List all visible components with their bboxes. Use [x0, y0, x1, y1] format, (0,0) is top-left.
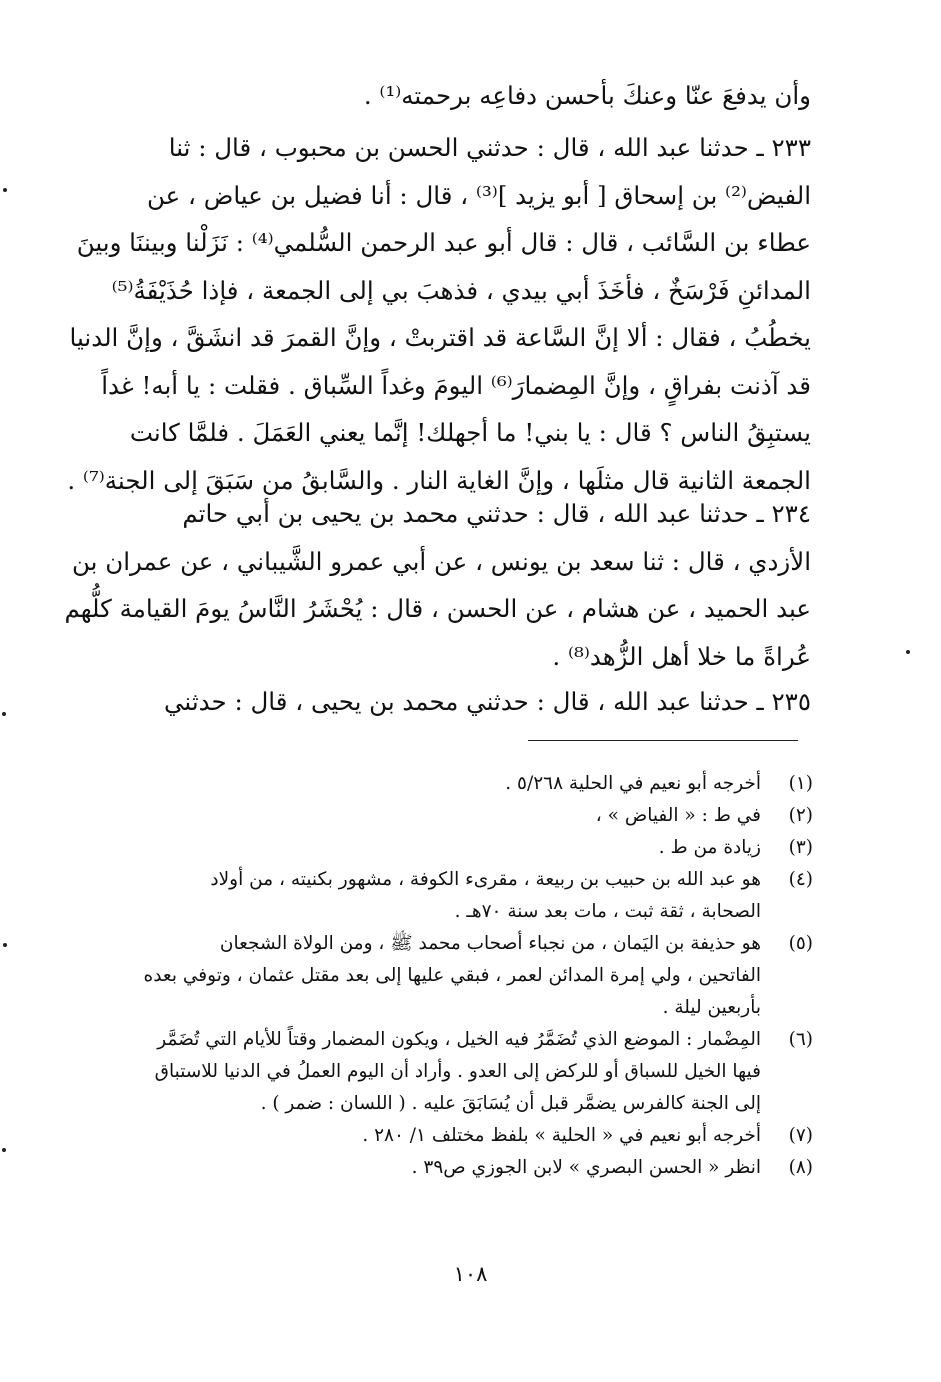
text-line: عطاء بن السَّائب ، قال : قال أبو عبد الرحمن السُّلمي⁽⁴⁾ : نَزَلْنا وبيننَا وبينَ	[76, 228, 811, 257]
footnote-number: (٦)	[788, 1029, 813, 1050]
footnote-text: زيادة من ط .	[658, 837, 761, 858]
footnote	[110, 1024, 813, 1120]
footnote	[110, 864, 813, 928]
text-line: ٢٣٤ ـ حدثنا عبد الله ، قال : حدثني محمد بن يحيى بن أبي حاتم	[182, 499, 811, 528]
footnote-text: هو حذيفة بن اليَمان ، من نجباء أصحاب محمد ﷺ ، ومن الولاة الشجعان	[219, 933, 761, 954]
footnote-text: في ط : « الفياض » ،	[595, 805, 761, 826]
text-line: يستبِقُ الناس ؟ قال : يا بني! ما أجهلك! إنَّما يعني العَمَلَ . فلمَّا كانت	[129, 418, 811, 447]
text-line: الفيض⁽²⁾ بن إسحاق [ أبو يزيد ]⁽³⁾ ، قال : أنا فضيل بن عياض ، عن	[146, 180, 811, 210]
footnote	[110, 832, 813, 864]
footnote-text: المِضْمار : الموضع الذي تُضَمَّرُ فيه الخيل ، ويكون المضمار وقتاً للأيام التي تُضَمَّر	[157, 1029, 761, 1050]
text-line: عبد الحميد ، عن هشام ، عن الحسن ، قال : يُحْشَرُ النَّاسُ يومَ القيامة كلُّهم	[64, 594, 811, 623]
text-line: ٢٣٣ ـ حدثنا عبد الله ، قال : حدثني الحسن بن محبوب ، قال : ثنا	[168, 133, 811, 162]
footnote	[110, 1152, 813, 1184]
narration-233	[67, 124, 811, 504]
text-line: المدائنِ فَرْسَخٌ ، فأخَذَ أبي بيدي ، فذهبَ بي إلى الجمعة ، فإذا حُذَيْفَةُ⁽⁵⁾	[111, 275, 811, 305]
scan-speck	[3, 188, 7, 192]
footnote-number: (٥)	[788, 933, 813, 954]
scan-speck	[906, 650, 910, 654]
opening-line	[105, 72, 811, 120]
footnote-text: الصحابة ، ثقة ثبت ، مات بعد سنة ٧٠هـ .	[454, 901, 761, 922]
text-line: قد آذنت بفراقٍ ، وإنَّ المِضمارَ⁽⁶⁾ اليومَ وغداً السِّباق . فقلت : يا أبه! غداً	[101, 370, 811, 400]
footnote-text: انظر « الحسن البصري » لابن الجوزي ص٣٩ .	[411, 1157, 761, 1178]
text-line: عُراةً ما خلا أهل الزُّهد⁽⁸⁾ .	[552, 641, 811, 671]
text-line: وأن يدفعَ عنّا وعنكَ بأحسن دفاعِه برحمته⁽¹⁾ .	[363, 81, 811, 110]
footnote	[110, 800, 813, 832]
footnote	[110, 928, 813, 1024]
footnote	[110, 1120, 813, 1152]
text-line: يخطُبُ ، فقال : ألا إنَّ السَّاعة قد اقتربتْ ، وإنَّ القمرَ قد انشَقَّ ، وإنَّ الدنيا	[69, 323, 811, 352]
footnote-number: (٤)	[788, 869, 813, 890]
footnote-text: هو عبد الله بن حبيب بن ربيعة ، مقرىء الكوفة ، مشهور بكنيته ، من أولاد	[210, 869, 761, 890]
footnote-number: (١)	[788, 773, 813, 794]
footnote-text: بأربعين ليلة .	[662, 997, 761, 1018]
text-line: الجمعة الثانية قال مثلَها ، وإنَّ الغاية النار . والسَّابقُ من سَبَقَ إلى الجنة⁽⁷⁾ .	[67, 465, 811, 495]
scan-speck	[3, 943, 7, 947]
scan-speck	[2, 1148, 6, 1152]
footnote-text: أخرجه أبو نعيم في « الحلية » بلفظ مختلف ١/ ٢٨٠ .	[362, 1125, 761, 1146]
footnote-text: أخرجه أبو نعيم في الحلية ٥/٢٦٨ .	[505, 773, 761, 794]
footnotes	[110, 768, 813, 1184]
footnote-text: إلى الجنة كالفرس يضمَّر قبل أن يُسَابَقَ عليه . ( اللسان : ضمر ) .	[260, 1093, 761, 1114]
text-line: ٢٣٥ ـ حدثنا عبد الله ، قال : حدثني محمد بن يحيى ، قال : حدثني	[164, 687, 811, 716]
footnote-number: (٣)	[788, 837, 813, 858]
footnote-number: (٢)	[788, 805, 813, 826]
footnote	[110, 768, 813, 800]
narration-234	[64, 490, 811, 680]
footnote-number: (٧)	[788, 1125, 813, 1146]
page-number: ١٠٨	[453, 1262, 488, 1286]
footnote-number: (٨)	[788, 1157, 813, 1178]
scan-speck	[2, 712, 6, 716]
footnote-text: فيها الخيل للسباق أو للركض إلى العدو . وأراد أن اليوم العملُ في الدنيا للاستباق	[154, 1061, 761, 1082]
text-line: الأزدي ، قال : ثنا سعد بن يونس ، عن أبي عمرو الشَّيباني ، عن عمران بن	[71, 546, 811, 576]
footnote-separator	[528, 740, 798, 741]
footnote-text: الفاتحين ، ولي إمرة المدائن لعمر ، فبقي عليها إلى بعد مقتل عثمان ، وتوفي بعده	[143, 965, 761, 986]
narration-235	[105, 678, 811, 726]
